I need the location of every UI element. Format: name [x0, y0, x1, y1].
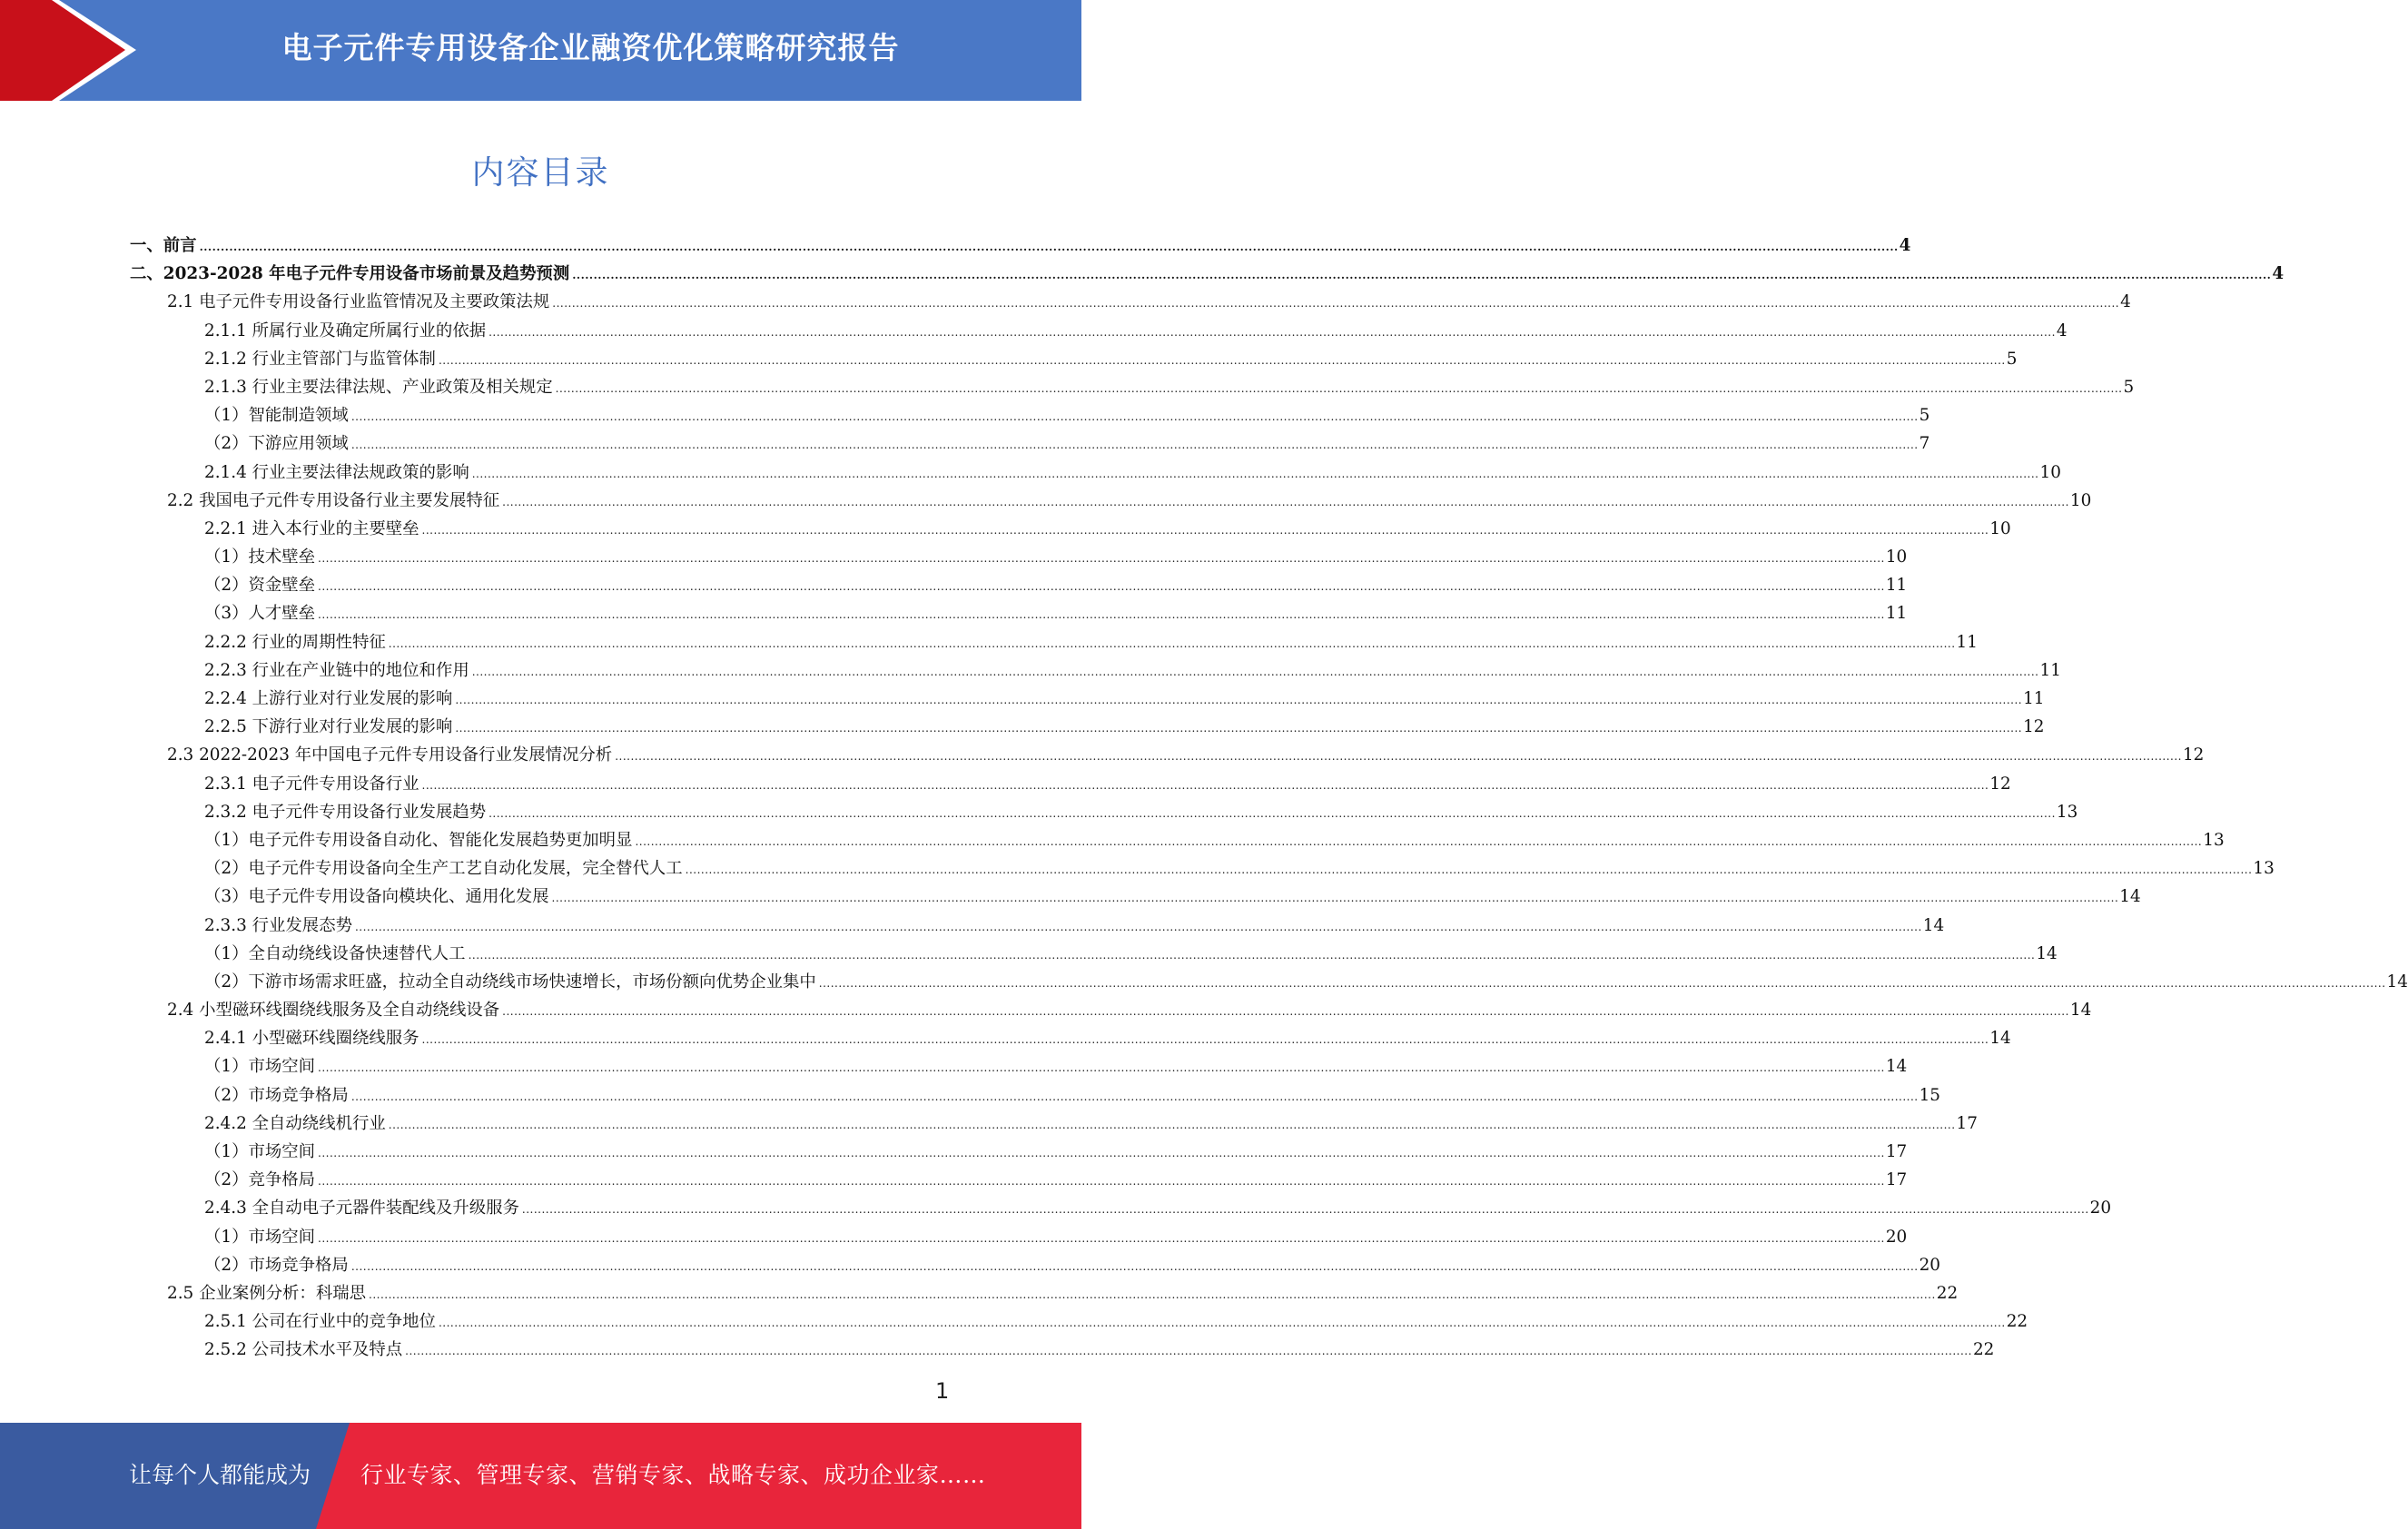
- toc-dot-leader: ................................................................................................................................................................................................................................................................................................................................................................................................................: [318, 552, 1885, 566]
- toc-entry-label: （2）下游应用领域: [204, 434, 349, 454]
- toc-entry-label: （2）下游市场需求旺盛，拉动全自动绕线市场快速增长，市场份额向优势企业集中: [204, 972, 816, 991]
- toc-entry-label: （1）市场空间: [204, 1227, 316, 1247]
- toc-entry[interactable]: [130, 459, 2061, 487]
- toc-entry-label: （2）资金壁垒: [204, 576, 316, 596]
- toc-entry[interactable]: [130, 940, 2058, 968]
- toc-entry[interactable]: [130, 1081, 1941, 1110]
- toc-dot-leader: ................................................................................................................................................................................................................................................................................................................................................................................................................: [369, 1287, 1936, 1301]
- toc-entry-page: 4: [1899, 236, 1911, 255]
- toc-entry[interactable]: [130, 656, 2061, 685]
- toc-entry-page: 22: [1936, 1283, 1959, 1303]
- toc-entry-label: （3）电子元件专用设备向模块化、通用化发展: [204, 887, 549, 907]
- toc-entry[interactable]: [130, 543, 1908, 571]
- toc-entry-page: 13: [2253, 859, 2275, 879]
- footer-banner: [0, 1423, 1081, 1529]
- toc-entry-label: （2）电子元件专用设备向全生产工艺自动化发展，完全替代人工: [204, 859, 683, 879]
- toc-dot-leader: ................................................................................................................................................................................................................................................................................................................................................................................................................: [438, 353, 2006, 367]
- toc-entry[interactable]: [130, 429, 1930, 458]
- toc-dot-leader: ................................................................................................................................................................................................................................................................................................................................................................................................................: [421, 523, 1989, 537]
- toc-dot-leader: ................................................................................................................................................................................................................................................................................................................................................................................................................: [555, 381, 2123, 395]
- toc-entry[interactable]: [130, 741, 2205, 769]
- toc-entry-page: 14: [2036, 943, 2058, 963]
- toc-entry[interactable]: [130, 260, 2285, 288]
- toc-entry-page: 12: [1989, 774, 2011, 794]
- toc-entry-label: （2）市场竞争格局: [204, 1255, 349, 1275]
- toc-entry-page: 10: [2039, 462, 2061, 482]
- toc-entry-page: 11: [1956, 632, 1978, 652]
- toc-entry-page: 22: [1972, 1340, 1995, 1360]
- toc-entry-page: 13: [2203, 830, 2225, 850]
- toc-entry-page: 11: [2039, 660, 2061, 680]
- toc-entry-label: 2.1.1 所属行业及确定所属行业的依据: [204, 321, 487, 340]
- toc-entry-page: 10: [1885, 547, 1908, 567]
- footer-slogan-right: 行业专家、管理专家、营销专家、战略专家、成功企业家……: [360, 1462, 986, 1488]
- toc-entry-label: （2）市场竞争格局: [204, 1085, 349, 1105]
- toc-entry-page: 12: [2023, 717, 2045, 737]
- toc-dot-leader: ................................................................................................................................................................................................................................................................................................................................................................................................................: [455, 722, 2023, 735]
- toc-dot-leader: ................................................................................................................................................................................................................................................................................................................................................................................................................: [354, 920, 1922, 933]
- toc-entry-label: 2.2 我国电子元件专用设备行业主要发展特征: [167, 490, 500, 510]
- toc-entry-label: 2.4.1 小型磁环线圈绕线服务: [204, 1029, 419, 1049]
- toc-entry-label: 2.4 小型磁环线圈绕线服务及全自动绕线设备: [167, 1001, 500, 1021]
- table-of-contents: [130, 232, 2408, 1365]
- toc-entry[interactable]: [130, 1223, 1908, 1251]
- footer-slogan-left: 让每个人都能成为: [129, 1462, 311, 1488]
- toc-entry-page: 20: [1919, 1255, 1941, 1275]
- toc-dot-leader: ................................................................................................................................................................................................................................................................................................................................................................................................................: [318, 1147, 1885, 1159]
- toc-entry-page: 14: [1885, 1057, 1908, 1077]
- toc-entry[interactable]: [130, 1166, 1908, 1194]
- toc-entry[interactable]: [130, 770, 2011, 798]
- toc-dot-leader: ................................................................................................................................................................................................................................................................................................................................................................................................................: [455, 694, 2023, 706]
- toc-dot-leader: ................................................................................................................................................................................................................................................................................................................................................................................................................: [615, 750, 2182, 764]
- toc-entry-page: 17: [1885, 1170, 1908, 1190]
- toc-dot-leader: ................................................................................................................................................................................................................................................................................................................................................................................................................: [318, 608, 1885, 622]
- toc-dot-leader: ................................................................................................................................................................................................................................................................................................................................................................................................................: [350, 1090, 1919, 1103]
- toc-entry-page: 14: [1989, 1029, 2011, 1049]
- toc-entry-page: 12: [2182, 745, 2205, 765]
- toc-entry-label: 2.1 电子元件专用设备行业监管情况及主要政策法规: [167, 292, 550, 312]
- toc-entry[interactable]: [130, 571, 1908, 599]
- toc-dot-leader: ................................................................................................................................................................................................................................................................................................................................................................................................................: [572, 269, 2272, 282]
- toc-entry-page: 14: [1922, 915, 1945, 935]
- toc-entry-label: 2.2.5 下游行业对行业发展的影响: [204, 717, 453, 737]
- toc-entry[interactable]: [130, 912, 1945, 940]
- toc-dot-leader: ................................................................................................................................................................................................................................................................................................................................................................................................................: [502, 1005, 2069, 1019]
- toc-entry-page: 4: [2120, 292, 2131, 312]
- toc-dot-leader: ................................................................................................................................................................................................................................................................................................................................................................................................................: [502, 495, 2069, 508]
- toc-dot-leader: ................................................................................................................................................................................................................................................................................................................................................................................................................: [438, 1317, 2006, 1330]
- toc-entry-page: 5: [2123, 377, 2135, 397]
- toc-dot-leader: ................................................................................................................................................................................................................................................................................................................................................................................................................: [199, 241, 1899, 253]
- toc-entry-label: （3）人才壁垒: [204, 604, 316, 624]
- toc-dot-leader: ................................................................................................................................................................................................................................................................................................................................................................................................................: [350, 439, 1919, 452]
- toc-entry-label: 一、前言: [130, 236, 197, 255]
- toc-entry[interactable]: [130, 685, 2045, 713]
- toc-entry[interactable]: [130, 883, 2141, 911]
- toc-entry-page: 13: [2056, 802, 2078, 822]
- toc-entry-label: 2.3.3 行业发展态势: [204, 915, 352, 935]
- toc-entry-page: 5: [2006, 349, 2018, 369]
- report-title: 电子元件专用设备企业融资优化策略研究报告: [281, 30, 900, 65]
- toc-entry[interactable]: [130, 1279, 1959, 1307]
- toc-entry[interactable]: [130, 1251, 1941, 1279]
- toc-entry[interactable]: [130, 1138, 1908, 1166]
- toc-entry-label: （2）竞争格局: [204, 1170, 316, 1190]
- toc-entry[interactable]: [130, 1194, 2112, 1222]
- toc-entry[interactable]: [130, 798, 2078, 826]
- toc-entry[interactable]: [130, 996, 2092, 1024]
- toc-entry[interactable]: [130, 599, 1908, 627]
- toc-entry-page: 10: [2069, 490, 2092, 510]
- toc-entry-page: 20: [2089, 1199, 2112, 1218]
- toc-entry-label: 2.3.2 电子元件专用设备行业发展趋势: [204, 802, 487, 822]
- toc-entry[interactable]: [130, 232, 1911, 260]
- page-number: 1: [935, 1378, 950, 1404]
- toc-entry-label: 2.2.4 上游行业对行业发展的影响: [204, 689, 453, 708]
- toc-entry-label: （1）技术壁垒: [204, 547, 316, 567]
- toc-entry-label: 2.1.2 行业主管部门与监管体制: [204, 349, 436, 369]
- toc-dot-leader: ................................................................................................................................................................................................................................................................................................................................................................................................................: [551, 892, 2119, 905]
- toc-entry-label: （1）电子元件专用设备自动化、智能化发展趋势更加明显: [204, 830, 633, 850]
- toc-entry-page: 14: [2386, 972, 2408, 991]
- toc-entry-label: 2.4.2 全自动绕线机行业: [204, 1113, 386, 1133]
- toc-entry-page: 7: [1919, 434, 1930, 454]
- toc-entry-label: 2.2.1 进入本行业的主要壁垒: [204, 518, 419, 538]
- toc-entry-page: 17: [1885, 1142, 1908, 1161]
- toc-dot-leader: ................................................................................................................................................................................................................................................................................................................................................................................................................: [489, 325, 2056, 339]
- toc-entry[interactable]: [130, 288, 2131, 316]
- toc-entry[interactable]: [130, 401, 1930, 429]
- toc-entry-label: 2.3.1 电子元件专用设备行业: [204, 774, 419, 794]
- toc-entry-page: 20: [1885, 1227, 1908, 1247]
- toc-entry-label: 2.5 企业案例分析：科瑞思: [167, 1283, 366, 1303]
- toc-dot-leader: ................................................................................................................................................................................................................................................................................................................................................................................................................: [318, 1061, 1885, 1075]
- toc-entry[interactable]: [130, 854, 2275, 883]
- toc-dot-leader: ................................................................................................................................................................................................................................................................................................................................................................................................................: [318, 1175, 1885, 1189]
- toc-entry-page: 11: [1885, 604, 1908, 624]
- toc-dot-leader: ................................................................................................................................................................................................................................................................................................................................................................................................................: [471, 467, 2039, 480]
- toc-entry[interactable]: [130, 1024, 2011, 1052]
- toc-entry-page: 11: [1885, 576, 1908, 596]
- toc-entry-label: 2.1.4 行业主要法律法规政策的影响: [204, 462, 469, 482]
- toc-dot-leader: ................................................................................................................................................................................................................................................................................................................................................................................................................: [350, 1259, 1919, 1273]
- toc-dot-leader: ................................................................................................................................................................................................................................................................................................................................................................................................................: [388, 636, 1956, 650]
- toc-dot-leader: ................................................................................................................................................................................................................................................................................................................................................................................................................: [489, 806, 2056, 820]
- toc-entry-label: 2.3 2022-2023 年中国电子元件专用设备行业发展情况分析: [167, 745, 613, 765]
- toc-entry-page: 10: [1989, 518, 2011, 538]
- toc-dot-leader: ................................................................................................................................................................................................................................................................................................................................................................................................................: [318, 580, 1885, 594]
- toc-dot-leader: ................................................................................................................................................................................................................................................................................................................................................................................................................: [318, 1231, 1885, 1245]
- toc-entry[interactable]: [130, 317, 2068, 345]
- toc-dot-leader: ................................................................................................................................................................................................................................................................................................................................................................................................................: [635, 834, 2203, 848]
- toc-entry[interactable]: [130, 1052, 1908, 1080]
- toc-entry-label: （1）全自动绕线设备快速替代人工: [204, 943, 466, 963]
- toc-entry-label: 2.5.1 公司在行业中的竞争地位: [204, 1312, 436, 1332]
- toc-heading: 内容目录: [471, 154, 610, 192]
- toc-entry[interactable]: [130, 515, 2011, 543]
- toc-dot-leader: ................................................................................................................................................................................................................................................................................................................................................................................................................: [388, 1118, 1956, 1131]
- header-arrow-decoration: [0, 0, 145, 101]
- toc-dot-leader: ................................................................................................................................................................................................................................................................................................................................................................................................................: [521, 1203, 2089, 1217]
- toc-dot-leader: ................................................................................................................................................................................................................................................................................................................................................................................................................: [468, 948, 2036, 962]
- toc-dot-leader: ................................................................................................................................................................................................................................................................................................................................................................................................................: [818, 976, 2386, 990]
- toc-dot-leader: ................................................................................................................................................................................................................................................................................................................................................................................................................: [421, 1033, 1989, 1047]
- toc-entry-page: 11: [2023, 689, 2045, 708]
- toc-entry-page: 4: [2056, 321, 2068, 340]
- toc-entry[interactable]: [130, 713, 2045, 741]
- toc-entry-page: 14: [2119, 887, 2141, 907]
- toc-entry-page: 15: [1919, 1085, 1941, 1105]
- toc-dot-leader: ................................................................................................................................................................................................................................................................................................................................................................................................................: [552, 297, 2120, 311]
- toc-entry-page: 17: [1956, 1113, 1978, 1133]
- toc-entry-label: 2.2.2 行业的周期性特征: [204, 632, 386, 652]
- toc-entry[interactable]: [130, 968, 2408, 996]
- toc-entry-page: 5: [1919, 406, 1930, 426]
- toc-entry[interactable]: [130, 628, 1978, 656]
- header-banner: [0, 0, 1081, 101]
- toc-entry-label: （1）市场空间: [204, 1057, 316, 1077]
- toc-entry-page: 14: [2069, 1001, 2092, 1021]
- toc-entry[interactable]: [130, 826, 2225, 854]
- toc-entry[interactable]: [130, 1336, 1995, 1364]
- toc-entry-page: 4: [2272, 264, 2285, 284]
- toc-entry-page: 22: [2006, 1312, 2028, 1332]
- toc-entry[interactable]: [130, 345, 2018, 373]
- toc-dot-leader: ................................................................................................................................................................................................................................................................................................................................................................................................................: [685, 863, 2253, 877]
- toc-entry[interactable]: [130, 1110, 1978, 1138]
- toc-entry[interactable]: [130, 487, 2092, 515]
- toc-dot-leader: ................................................................................................................................................................................................................................................................................................................................................................................................................: [421, 778, 1989, 792]
- toc-entry-label: 二、2023-2028 年电子元件专用设备市场前景及趋势预测: [130, 264, 570, 284]
- toc-entry-label: 2.5.2 公司技术水平及特点: [204, 1340, 403, 1360]
- toc-dot-leader: ................................................................................................................................................................................................................................................................................................................................................................................................................: [471, 665, 2039, 678]
- toc-entry-label: 2.4.3 全自动电子元器件装配线及升级服务: [204, 1199, 519, 1218]
- toc-entry-label: （1）智能制造领域: [204, 406, 349, 426]
- toc-entry-label: （1）市场空间: [204, 1142, 316, 1161]
- toc-dot-leader: ................................................................................................................................................................................................................................................................................................................................................................................................................: [350, 410, 1919, 424]
- toc-dot-leader: ................................................................................................................................................................................................................................................................................................................................................................................................................: [405, 1345, 1972, 1358]
- toc-entry-label: 2.1.3 行业主要法律法规、产业政策及相关规定: [204, 377, 553, 397]
- toc-entry[interactable]: [130, 373, 2135, 401]
- toc-entry[interactable]: [130, 1307, 2028, 1336]
- toc-entry-label: 2.2.3 行业在产业链中的地位和作用: [204, 660, 469, 680]
